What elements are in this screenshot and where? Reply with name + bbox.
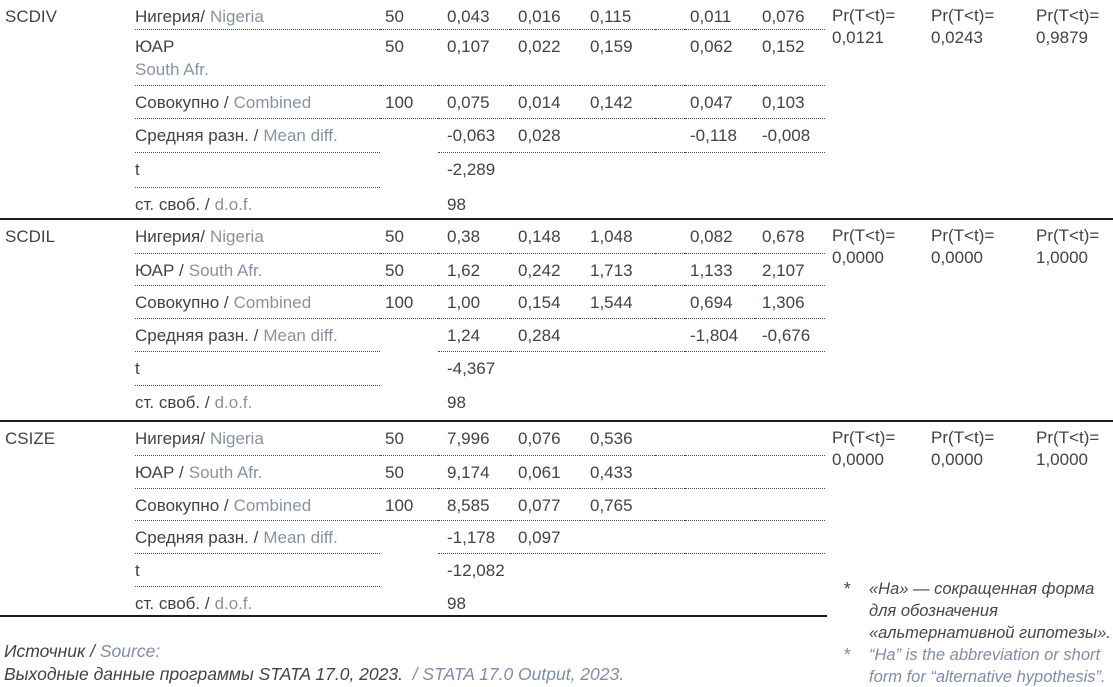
source-detail-line [4,663,624,686]
ci-high-cell [755,188,825,218]
footnote-text: “Ha” is the abbreviation or short form for “alternative hypothesis”. [869,646,1106,686]
pr-label: Pr(T<t)= [832,6,896,25]
obs-cell [380,119,438,153]
ci-high-cell [755,489,825,521]
std-err-cell: 0,097 [510,521,580,554]
ci-low-cell [685,521,755,554]
source-label-ru: Источник / [4,641,96,661]
ci-low-cell [685,489,755,521]
group-label-ru: ст. своб. / [135,594,210,613]
pr-label: Pr(T<t)= [931,226,995,245]
pr-value: 0,0000 [931,450,983,469]
obs-cell: 50 [380,0,438,30]
ci-low-cell [685,188,755,218]
ci-high-cell: 2,107 [755,254,825,286]
source-note [4,640,624,686]
group-label-en: South Afr. [188,463,263,482]
pr-value: 1,0000 [1036,248,1088,267]
ci-high-cell: 0,076 [755,0,825,30]
group-label-cell [135,319,380,352]
std-dev-cell [580,153,655,188]
std-dev-cell [580,386,655,420]
mean-cell: -12,082 [447,561,505,580]
asterisk-marker: * [843,579,851,599]
table-bottom-rule [0,615,827,617]
gap-cell [655,254,685,286]
pr-label: Pr(T<t)= [832,428,896,447]
pr-value: 0,0000 [832,248,884,267]
group-label-cell [135,352,380,386]
std-dev-cell: 0,115 [580,0,655,30]
pr-label: Pr(T<t)= [832,226,896,245]
group-label-en: Combined [233,496,312,515]
gap-cell [655,153,685,188]
ci-low-cell: -1,804 [685,319,755,352]
std-dev-cell [580,119,655,153]
ci-high-cell [755,386,825,420]
ci-high-cell [755,554,825,587]
std-dev-cell [580,319,655,352]
group-label-ru: ЮАР / [135,463,184,482]
mean-cell: 98 [447,195,466,214]
gap-cell [655,554,685,587]
ci-high-cell: -0,008 [755,119,825,153]
obs-cell: 100 [380,489,438,521]
footnote-en [843,644,1113,687]
group-label-cell [135,86,380,119]
std-err-cell: 0,022 [510,30,580,86]
mean-cell: 1,62 [438,254,510,286]
mean-cell: 98 [447,393,466,412]
ci-low-cell [685,587,755,617]
obs-cell: 50 [380,456,438,489]
footnote-text: «На» — сокращенная форма для обозначения «альтернативной гипотезы». [869,580,1111,642]
group-label-cell [135,489,380,521]
group-label-cell [135,0,380,30]
group-label-cell [135,422,380,456]
group-label-en: d.o.f. [214,393,253,412]
ci-high-cell [755,153,825,188]
gap-cell [655,0,685,30]
group-label-ru: Средняя разн. / [135,326,259,345]
std-err-cell: 0,016 [510,0,580,30]
variable-name-cell: CSIZE [5,429,56,448]
group-label-en: Mean diff. [263,528,338,547]
std-dev-cell: 0,159 [580,30,655,86]
group-label-ru: t [135,359,140,378]
mean-cell: 0,107 [438,30,510,86]
gap-cell [655,521,685,554]
group-label-en: Mean diff. [263,326,338,345]
std-dev-cell [580,587,655,617]
ci-low-cell: -0,118 [685,119,755,153]
group-label-en: Nigeria [209,429,264,448]
group-label-cell [135,386,380,420]
mean-cell: -1,178 [438,521,510,554]
group-label-en: South Afr. [135,60,209,79]
mean-cell: 0,043 [438,0,510,30]
ci-low-cell: 0,082 [685,220,755,254]
obs-cell [380,319,438,352]
group-label-cell [135,188,380,218]
mean-cell: -2,289 [447,160,496,179]
gap-cell [655,286,685,319]
ci-high-cell [755,456,825,489]
pr-label: Pr(T<t)= [931,428,995,447]
group-label-en: South Afr. [188,261,263,280]
obs-cell: 100 [380,286,438,319]
std-err-cell: 0,148 [510,220,580,254]
group-label-cell [135,119,380,153]
group-label-ru: ЮАР [135,37,175,56]
std-err-cell: 0,077 [510,489,580,521]
mean-cell: 0,075 [438,86,510,119]
std-err-cell: 0,061 [510,456,580,489]
group-label-ru: Совокупно / [135,293,229,312]
gap-cell [655,422,685,456]
pr-value: 0,9879 [1036,28,1088,47]
pr-label: Pr(T<t)= [1036,226,1100,245]
obs-cell: 50 [380,30,438,86]
std-err-cell: 0,076 [510,422,580,456]
obs-cell [380,188,438,218]
ci-high-cell: -0,676 [755,319,825,352]
ci-low-cell: 1,133 [685,254,755,286]
group-label-ru: Средняя разн. / [135,126,259,145]
ci-low-cell [685,554,755,587]
group-label-cell [135,456,380,489]
ci-low-cell: 0,062 [685,30,755,86]
group-label-cell [135,286,380,319]
obs-cell [380,352,438,386]
std-err-cell [510,587,580,617]
mean-cell: 8,585 [438,489,510,521]
group-label-en: Nigeria [209,7,264,26]
group-label-en: Nigeria [209,227,264,246]
gap-cell [655,587,685,617]
mean-cell: -0,063 [438,119,510,153]
variable-name-cell: SCDIL [5,227,56,246]
obs-cell [380,386,438,420]
ci-high-cell: 0,678 [755,220,825,254]
group-label-ru: t [135,160,140,179]
group-label-ru: t [135,561,140,580]
group-label-cell [135,220,380,254]
pr-cell [930,220,1033,420]
mean-cell: -4,367 [447,359,496,378]
std-err-cell: 0,028 [510,119,580,153]
group-label-ru: ст. своб. / [135,393,210,412]
group-label-en: d.o.f. [214,195,253,214]
table-section-SCDIL [0,218,1113,420]
obs-cell: 50 [380,254,438,286]
source-label-en: Source: [95,641,161,661]
group-label-ru: Нигерия/ [135,7,205,26]
group-label-en: Mean diff. [263,126,338,145]
pr-cell [1033,220,1113,420]
ci-low-cell: 0,047 [685,86,755,119]
group-label-ru: ЮАР / [135,261,184,280]
mean-cell: 1,00 [438,286,510,319]
source-line [4,640,624,663]
gap-cell [655,119,685,153]
std-dev-cell: 1,048 [580,220,655,254]
obs-cell: 50 [380,220,438,254]
std-err-cell [510,153,580,188]
pr-cell [825,0,930,218]
group-label-en: Combined [233,293,312,312]
ci-low-cell [685,456,755,489]
std-dev-cell [580,554,655,587]
gap-cell [655,188,685,218]
gap-cell [655,352,685,386]
std-dev-cell: 1,713 [580,254,655,286]
mean-cell: 0,38 [438,220,510,254]
pr-value: 0,0121 [832,28,884,47]
mean-cell: 7,996 [438,422,510,456]
std-err-cell: 0,154 [510,286,580,319]
ci-high-cell [755,352,825,386]
obs-cell [380,554,438,587]
ci-high-cell: 1,306 [755,286,825,319]
group-label-ru: Средняя разн. / [135,528,259,547]
std-err-cell [510,352,580,386]
pr-label: Pr(T<t)= [1036,6,1100,25]
ci-low-cell [685,352,755,386]
ci-low-cell: 0,694 [685,286,755,319]
obs-cell [380,521,438,554]
obs-cell [380,587,438,617]
std-dev-cell: 0,765 [580,489,655,521]
ci-high-cell: 0,103 [755,86,825,119]
group-label-cell [135,30,380,86]
source-detail-ru: Выходные данные программы STATA 17.0, 2023. [4,664,408,684]
source-detail-en: / STATA 17.0 Output, 2023. [407,664,625,684]
footnote-ru [843,578,1113,644]
gap-cell [655,30,685,86]
pr-value: 0,0000 [832,450,884,469]
ci-high-cell [755,422,825,456]
group-label-ru: Нигерия/ [135,429,205,448]
ci-high-cell [755,587,825,617]
group-label-cell [135,521,380,554]
group-label-en: d.o.f. [214,594,253,613]
group-label-cell [135,153,380,188]
ci-low-cell [685,153,755,188]
group-label-ru: Совокупно / [135,93,229,112]
std-err-cell: 0,284 [510,319,580,352]
table-section-SCDIV [0,0,1113,218]
std-err-cell [510,554,580,587]
std-err-cell: 0,242 [510,254,580,286]
group-label-ru: ст. своб. / [135,195,210,214]
group-label-ru: Нигерия/ [135,227,205,246]
mean-cell: 9,174 [438,456,510,489]
obs-cell [380,153,438,188]
std-dev-cell: 0,433 [580,456,655,489]
pr-value: 0,0243 [931,28,983,47]
ci-high-cell [755,521,825,554]
pr-cell [1033,0,1113,218]
group-label-ru: Совокупно / [135,496,229,515]
std-dev-cell: 1,544 [580,286,655,319]
ci-low-cell [685,386,755,420]
group-label-cell [135,587,380,617]
pr-cell [930,0,1033,218]
pr-label: Pr(T<t)= [1036,428,1100,447]
pr-label: Pr(T<t)= [931,6,995,25]
pr-cell [825,220,930,420]
ci-high-cell: 0,152 [755,30,825,86]
variable-name-cell: SCDIV [5,7,57,26]
group-label-cell [135,554,380,587]
std-err-cell [510,188,580,218]
group-label-cell [135,254,380,286]
obs-cell: 50 [380,422,438,456]
ci-low-cell [685,422,755,456]
group-label-en: Combined [233,93,312,112]
ci-low-cell: 0,011 [685,0,755,30]
gap-cell [655,319,685,352]
gap-cell [655,456,685,489]
pr-value: 0,0000 [931,248,983,267]
std-dev-cell [580,521,655,554]
std-dev-cell [580,352,655,386]
gap-cell [655,386,685,420]
footnotes [843,578,1113,687]
std-dev-cell [580,188,655,218]
gap-cell [655,86,685,119]
mean-cell: 1,24 [438,319,510,352]
asterisk-marker: * [843,645,851,665]
std-dev-cell: 0,536 [580,422,655,456]
std-err-cell [510,386,580,420]
mean-cell: 98 [447,594,466,613]
std-err-cell: 0,014 [510,86,580,119]
gap-cell [655,489,685,521]
gap-cell [655,220,685,254]
pr-value: 1,0000 [1036,450,1088,469]
std-dev-cell: 0,142 [580,86,655,119]
obs-cell: 100 [380,86,438,119]
